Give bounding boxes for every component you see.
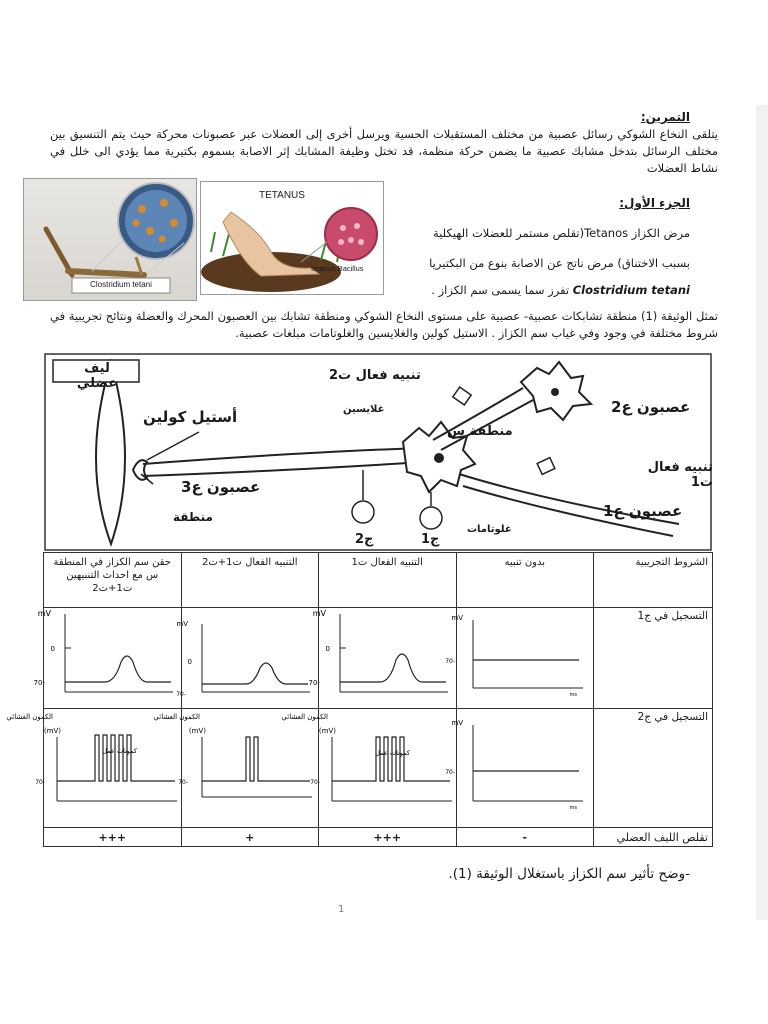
table-row-contraction — [44, 828, 713, 847]
axis-mv-paren: (mV) — [43, 727, 61, 735]
contraction-none: - — [456, 828, 594, 847]
clostridium-caption: Clostridium tetani — [90, 280, 152, 289]
trace-j2-stim12 — [153, 709, 319, 828]
question: -وضح تأثير سم الكزاز باستغلال الوثيقة (1). — [448, 866, 690, 882]
row-contraction-label: تقلص الليف العضلي — [594, 828, 713, 847]
tick-70: -70 — [308, 679, 320, 687]
trace-j2-none — [445, 709, 594, 828]
tick-70: -70 — [309, 779, 320, 786]
time-unit: ms — [569, 805, 577, 811]
results-table — [5, 552, 713, 847]
contraction-stim1: +++ — [319, 828, 457, 847]
header-conditions: الشروط التجريبية — [594, 553, 713, 608]
tick-70: -70 — [445, 658, 455, 665]
tetanus-bacillus-label: tetanus Bacillus — [311, 264, 364, 273]
membrane-potential-label: الكمون الغشائي — [153, 713, 200, 721]
paragraph-tetanus-2: بسبب الاختناق) مرض ناتج عن الاصابة بنوع من البكتيريا — [429, 256, 690, 270]
part-heading: الجزء الأول: — [619, 196, 690, 210]
synapse-diagram — [43, 352, 713, 552]
document-description: تمثل الوثيقة (1) منطقة تشابكات عصبية- عصبية على مستوى النخاع الشوكي ومنطقة تشابك بين العصبون المحرك والعضلة ونتائج تجريبية في شروط مختلفة في وجود وفي غياب سم الكزاز . الاستيل كولين والغلايسين والغلوتامات مبلغات عصبية. — [50, 309, 718, 340]
trace-j1-none — [445, 608, 594, 709]
tick-70: -70 — [34, 779, 45, 786]
tick-70: -70 — [178, 779, 188, 786]
axis-mv: mV — [451, 719, 463, 727]
exercise-heading: التمرين: — [640, 110, 690, 124]
axis-mv: mV — [176, 620, 188, 628]
tick-0: 0 — [187, 658, 192, 666]
stimulus-2-label: تنبيه فعال ت2 — [329, 368, 421, 383]
zone-s-label: منطقة س — [447, 424, 513, 439]
row-j1-label: التسجيل في ج1 — [594, 608, 713, 709]
electrode-j2-label: ج2 — [355, 532, 374, 547]
tick-0: 0 — [50, 645, 55, 653]
action-potentials-label: كمونات عمل — [101, 747, 137, 755]
trace-j1-toxin — [33, 608, 182, 709]
tick-70: -70 — [176, 691, 186, 698]
neuron-1-label: عصبون ع1 — [603, 502, 683, 520]
page-number: 1 — [338, 904, 345, 915]
axis-mv: mV — [451, 614, 463, 622]
header-stimulus-1-2: التنبيه الفعال ت1+ت2 — [181, 553, 319, 608]
glutamate-label: غلوتامات — [467, 524, 512, 535]
paragraph-tetanus-1: مرض الكزاز Tetanos(تقلص مستمر للعضلات الهيكلية — [433, 226, 690, 240]
tick-70: -70 — [445, 769, 455, 776]
row-j2-label: التسجيل في ج2 — [594, 709, 713, 828]
contraction-stim12: + — [181, 828, 319, 847]
clostridium-photo — [23, 178, 197, 301]
trace-j2-stim1 — [280, 709, 457, 828]
muscle-fiber-label: ليف عضلي — [76, 361, 118, 391]
electrode-j1-label: ج1 — [421, 532, 440, 547]
intro-paragraph: يتلقى النخاع الشوكي رسائل عصبية من مختلف المستقبلات الحسية ويرسل أخرى إلى العضلات عبر عصبونات محركة حيث يتم التنسيق بين مختلف الرسائل بتدخل مشابك عصبية ما يضمن حركة منظمة، قد تختل وظيفة المشابك إثر الاصابة بسموم بكتيرية مما يؤدي الى خلل في نشاط العضلات — [50, 127, 718, 175]
time-unit: ms — [569, 692, 577, 698]
header-stimulus-1: التنبيه الفعال ت1 — [319, 553, 457, 608]
header-no-stimulus: بدون تنبيه — [456, 553, 594, 608]
glycine-label: غلايسين — [343, 404, 385, 415]
table-row-j2 — [44, 709, 713, 828]
page-edge — [756, 105, 768, 920]
acetylcholine-label: أستيل كولين — [143, 408, 238, 426]
action-potentials-label: كمونات عمل — [374, 749, 410, 757]
trace-j1-stim12 — [176, 608, 319, 709]
header-toxin: حقن سم الكزاز في المنطقة س مع احداث التنبيهين ت1+ت2 — [44, 553, 182, 608]
table-header-row — [44, 553, 713, 608]
membrane-potential-label: الكمون الغشائي — [5, 713, 53, 721]
trace-j1-stim1 — [308, 608, 457, 709]
neuron-3-label: عصبون ع3 — [181, 478, 261, 496]
axis-mv: mV — [37, 609, 51, 618]
bacteria-name: Clostridium tetani — [572, 283, 690, 297]
axis-mv-paren: (mV) — [188, 727, 206, 735]
axis-mv: mV — [312, 609, 326, 618]
trace-j2-toxin — [5, 709, 182, 828]
paragraph-tetanus-3-rest: تفرز سما يسمى سم الكزاز . — [431, 283, 573, 297]
membrane-potential-label: الكمون الغشائي — [280, 713, 328, 721]
stimulus-1-label: تنبيه فعال ت1 — [647, 460, 713, 490]
tick-0: 0 — [325, 645, 330, 653]
tick-70: -70 — [33, 679, 45, 687]
axis-mv-paren: (mV) — [318, 727, 336, 735]
paragraph-tetanus-3 — [431, 283, 690, 297]
tetanus-photo — [200, 181, 384, 295]
neuron-2-label: عصبون ع2 — [611, 398, 691, 416]
contraction-toxin: +++ — [44, 828, 182, 847]
tetanus-title: TETANUS — [259, 190, 305, 201]
zone-label-cut: منطقة — [173, 510, 213, 524]
table-row-j1 — [44, 608, 713, 709]
